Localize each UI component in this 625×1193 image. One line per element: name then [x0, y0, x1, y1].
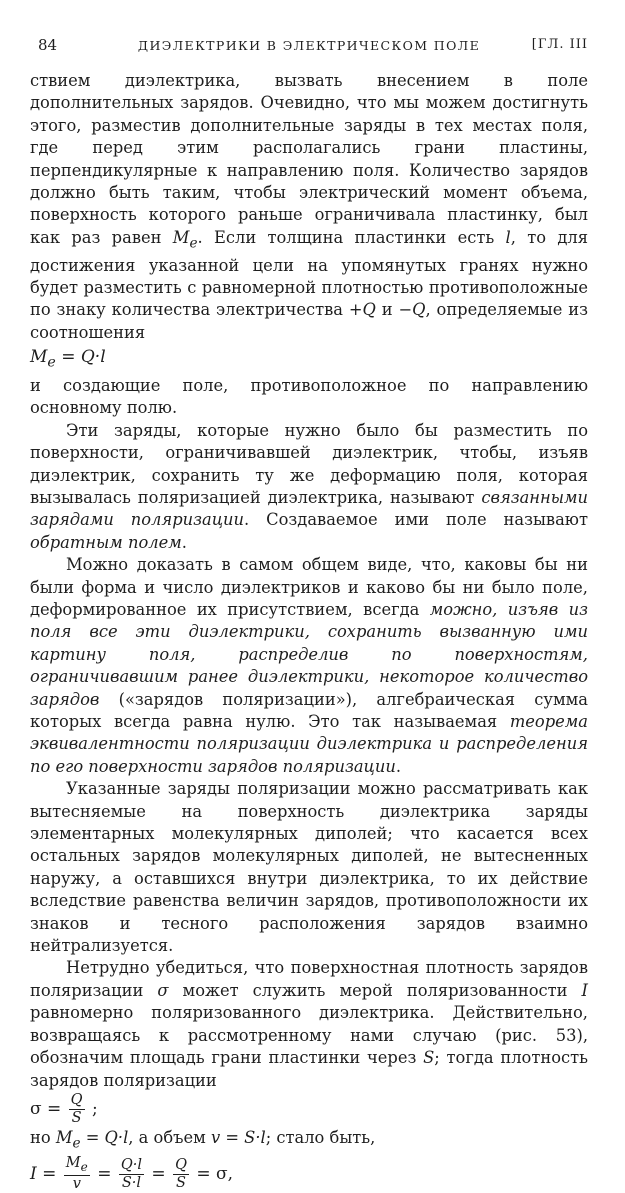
formula-text: M	[30, 347, 48, 368]
subscript: e	[189, 235, 198, 252]
formula-text: = Q·l	[55, 347, 106, 368]
symbol-text: M	[172, 227, 190, 247]
numerator: Q	[175, 1156, 187, 1173]
text-run: Нетрудно убедиться, что поверхностная плотность зарядов поляризации	[30, 958, 588, 1000]
fraction	[64, 1155, 90, 1193]
symbol-minus-q: −Q	[398, 300, 426, 320]
text-run: .	[181, 532, 187, 552]
formula-polarization	[30, 1155, 588, 1193]
theorem-name: теорема эквивалентности поляризации диэлектрика и распределения по его поверхности зарядов поляризации	[30, 712, 588, 776]
page-body	[30, 70, 588, 1193]
symbol-text: M	[65, 1154, 81, 1171]
text-run: равномерно поляризованного диэлектрика. Действительно, возвращаясь к рассмотренному нами случаю (рис. 53), обозначим площадь грани пластинки через	[30, 1003, 588, 1068]
fraction	[173, 1157, 189, 1192]
text-run: , то для достижения указанной цели на упомянутых гранях нужно будет разместить с равномерной плотностью противоположные по знаку количества электричества	[30, 227, 588, 320]
text-run: , а объем	[128, 1127, 211, 1147]
formula-moment	[30, 344, 588, 375]
chapter-label: [ГЛ. III	[531, 37, 588, 52]
formula-text: = σ,	[190, 1163, 234, 1184]
denominator: S	[176, 1174, 186, 1191]
text-run: Эти заряды, которые нужно было бы разместить по поверхности, ограничивавшей диэлектрик, чтобы, изъяв диэлектрик, сохранить ту же деформацию поля, которая вызывалась поляризацией диэлектрика, называют	[30, 420, 588, 507]
paragraph-1	[30, 70, 588, 344]
term-bound-charges: связанными зарядами поляризации	[30, 487, 588, 530]
symbol-text: = Q·l	[80, 1127, 129, 1147]
symbol-plus-q: +Q	[348, 300, 376, 320]
text-run: , определяемые из соотношения	[30, 300, 588, 342]
denominator: S·l	[121, 1174, 142, 1191]
fraction	[69, 1092, 85, 1127]
formula-text: =	[91, 1163, 117, 1184]
formula-text: ;	[86, 1098, 98, 1119]
symbol-sigma: σ	[157, 980, 169, 1000]
term-reverse-field: обратным полем	[30, 532, 182, 552]
formula-text: =	[146, 1163, 172, 1184]
symbol-text: M	[55, 1127, 73, 1147]
paragraph-7	[30, 1127, 588, 1155]
expr-moment	[55, 1127, 129, 1152]
denominator: v	[72, 1176, 81, 1193]
paragraph-6	[30, 957, 588, 1091]
subscript: e	[72, 1135, 81, 1152]
text-run: («зарядов поляризации»), алгебраическая сумма которых всегда равна нулю. Это так называемая	[30, 689, 588, 732]
symbol-s: S	[423, 1048, 435, 1068]
symbol-M	[172, 227, 198, 252]
running-header	[30, 36, 588, 58]
subscript: e	[80, 1159, 88, 1174]
text-run: Можно доказать в самом общем виде, что, каковы бы ни были форма и число диэлектриков и каково бы ни было поле, деформированное их присутствием, всегда	[30, 555, 588, 619]
italic-statement: можно, изъяв из поля все эти диэлектрики, сохранить вызванную ими картину поля, распределив по поверхностям, ограничивавшим ранее диэлектрики, некоторое количество зарядов	[30, 599, 588, 709]
symbol-i: I	[581, 980, 588, 1000]
text-run: . Если толщина пластинки есть	[197, 227, 506, 247]
paragraph-2: и создающие поле, противоположное по направлению основному полю.	[30, 375, 588, 418]
expr-volume: v = S·l	[210, 1127, 266, 1147]
text-run: но	[30, 1127, 56, 1147]
formula-text: σ =	[30, 1098, 67, 1119]
text-run: ; тогда плотность зарядов поляризации	[30, 1048, 588, 1090]
paragraph-3	[30, 420, 588, 554]
text-run: . Создаваемое ими поле называют	[244, 510, 588, 530]
paragraph-4	[30, 554, 588, 778]
text-run: и	[375, 300, 399, 320]
symbol-l: l	[505, 227, 511, 247]
running-title: ДИЭЛЕКТРИКИ В ЭЛЕКТРИЧЕСКОМ ПОЛЕ	[137, 38, 481, 53]
text-run: ; стало быть,	[265, 1127, 376, 1147]
text-run: ствием диэлектрика, вызвать внесением в поле дополнительных зарядов. Очевидно, что мы можем достигнуть этого, разместив дополнительные заряды в тех местах поля, где перед этим располагались грани пластины, перпендикулярные к направлению поля. Количество зарядов должно быть таким, чтобы электрический момент объема, поверхность которого раньше ограничивала пластинку, был как раз равен	[30, 71, 588, 247]
subscript: e	[47, 354, 56, 371]
fraction	[119, 1157, 144, 1192]
paragraph-5: Указанные заряды поляризации можно рассматривать как вытесняемые на поверхность диэлектрика заряды элементарных молекулярных диполей; что касается всех остальных зарядов молекулярных диполей, не вытесненных наружу, а оставшихся внутри диэлектрика, то их действие вследствие равенства величин зарядов, противоположности их знаков и тесного расположения зарядов взаимно нейтрализуется.	[30, 779, 588, 956]
page-number: 84	[38, 36, 58, 54]
numerator: Q·l	[120, 1156, 142, 1173]
numerator	[64, 1155, 90, 1177]
denominator: S	[71, 1109, 82, 1126]
formula-sigma	[30, 1092, 588, 1127]
numerator: Q	[70, 1091, 83, 1108]
formula-text: I =	[30, 1163, 62, 1184]
text-run: .	[395, 756, 402, 776]
text-run: может служить мерой поляризованности	[168, 980, 582, 1000]
